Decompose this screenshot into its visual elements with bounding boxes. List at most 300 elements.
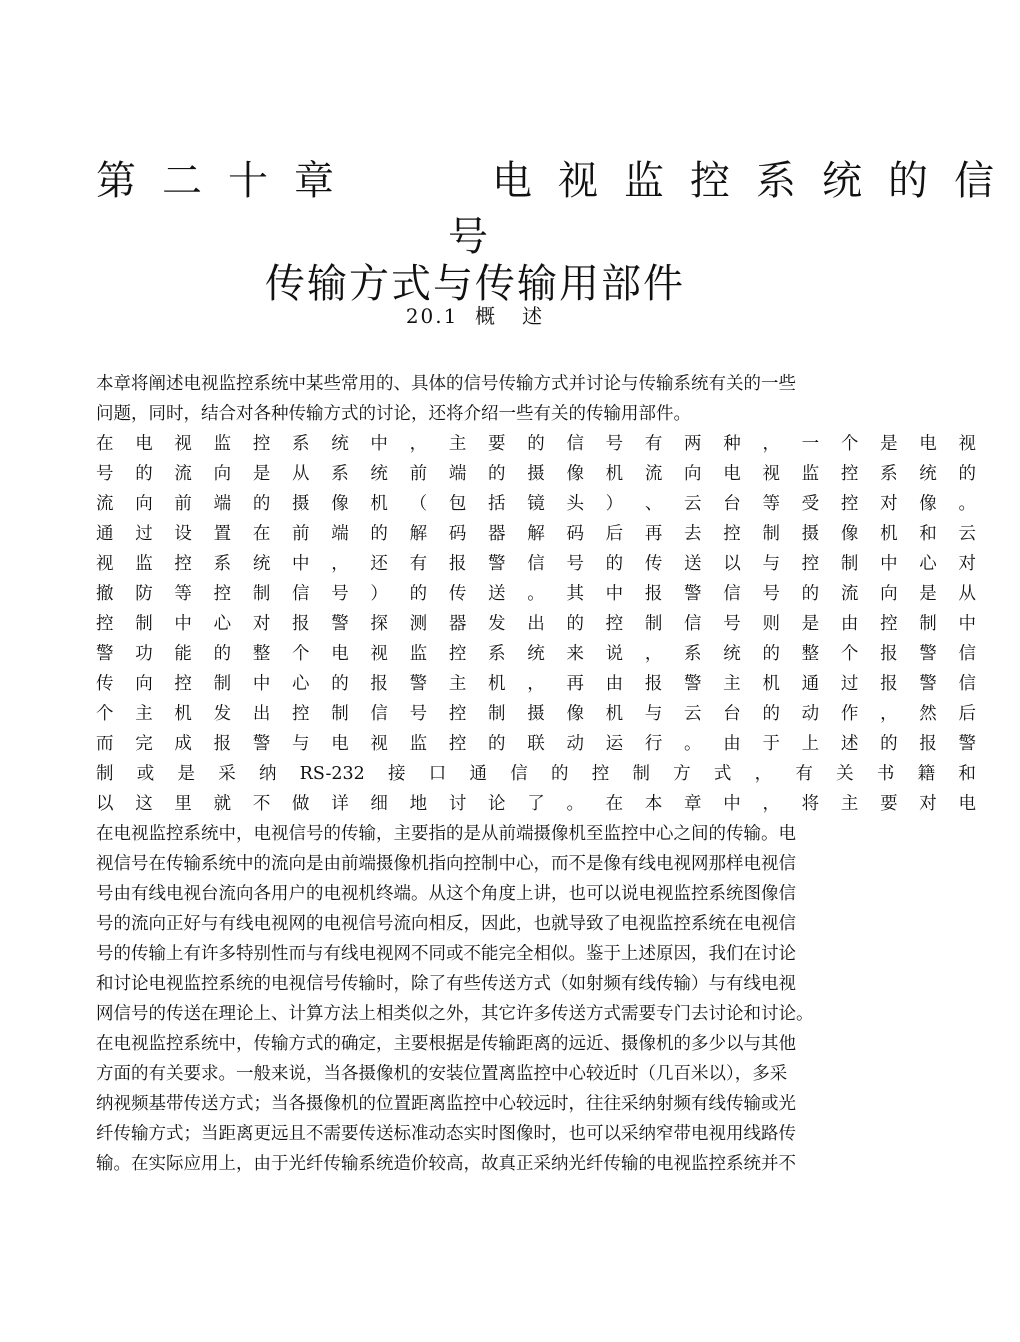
body-line: 网信号的传送在理论上、计算方法上相类似之外，其它许多传送方式需要专门去讨论和讨论。 (96, 1004, 814, 1024)
spaced-char: 出 (252, 704, 271, 724)
spaced-char: 制 (331, 704, 349, 724)
spaced-char: 制 (135, 614, 153, 634)
spaced-char: 摄 (292, 494, 310, 514)
spaced-char: 号 (96, 464, 114, 484)
spaced-char: 头 (566, 494, 584, 514)
spaced-char: 视 (958, 434, 976, 454)
spaced-char: 的 (370, 524, 388, 544)
spaced-char: 等 (762, 494, 780, 514)
spaced-char: 控 (448, 704, 467, 724)
spaced-char: 撤 (96, 584, 114, 604)
spaced-char: 功 (135, 644, 153, 664)
spaced-char: 主 (448, 674, 467, 694)
spaced-char: 视 (370, 734, 388, 754)
spaced-char: 信 (510, 764, 528, 784)
spaced-char: 的 (762, 704, 780, 724)
section-heading: 20.1 概 述 (405, 304, 545, 328)
body-line: 在电视监控系统中，传输方式的确定，主要根据是传输距离的远近、摄像机的多少以与其他 (96, 1034, 796, 1054)
spaced-char: 控 (174, 554, 192, 574)
spaced-char: 机 (605, 704, 624, 724)
spaced-char: 的 (213, 644, 232, 664)
spaced-char: 。 (527, 584, 545, 604)
spaced-char: 号 (762, 584, 780, 604)
spaced-char: 控 (292, 704, 310, 724)
spaced-char: 主 (840, 794, 859, 814)
spaced-char: 再 (644, 524, 663, 544)
spaced-char: 统 (919, 464, 937, 484)
spaced-char: 控 (252, 434, 271, 454)
spaced-char: 传 (644, 554, 663, 574)
spaced-char: ， (762, 794, 780, 814)
spaced-char: 镜 (527, 494, 545, 514)
spaced-char: 前 (292, 524, 310, 544)
spaced-char: 是 (252, 464, 271, 484)
spaced-char: 里 (174, 794, 192, 814)
spaced-char: ， (644, 644, 663, 664)
spaced-char: ） (605, 494, 624, 514)
spaced-char: 过 (135, 524, 153, 544)
spaced-char: 电 (331, 734, 349, 754)
spaced-char: 报 (880, 674, 898, 694)
spaced-char: 机 (880, 524, 898, 544)
spaced-char: 码 (448, 524, 467, 544)
body-line: 输。在实际应用上，由于光纤传输系统造价较高，故真正采纳光纤传输的电视监控系统并不 (96, 1154, 796, 1174)
spaced-char: 运 (605, 734, 624, 754)
spaced-char: 信 (527, 554, 545, 574)
spaced-char: 报 (644, 674, 663, 694)
spaced-char: 统 (370, 464, 388, 484)
spaced-char: 控 (801, 554, 820, 574)
spaced-char: 的 (488, 734, 506, 754)
spaced-char: 后 (958, 704, 976, 724)
spaced-char: 信 (566, 434, 584, 454)
spaced-char: 联 (527, 734, 545, 754)
spaced-char: 号 (331, 584, 349, 604)
spaced-char: 流 (174, 464, 192, 484)
spaced-char: 关 (836, 764, 854, 784)
spaced-char: 对 (919, 794, 937, 814)
body-line: 在电视监控系统中，电视信号的传输，主要指的是从前端摄像机至监控中心之间的传输。电 (96, 824, 796, 844)
spaced-char: 然 (919, 704, 937, 724)
spaced-line (96, 429, 976, 459)
spaced-char: 控 (213, 584, 232, 604)
spaced-char: 控 (840, 464, 859, 484)
spaced-line (96, 549, 976, 579)
spaced-char: 警 (96, 644, 114, 664)
spaced-char: 和 (958, 764, 976, 784)
spaced-char: 防 (135, 584, 153, 604)
spaced-char: 成 (174, 734, 192, 754)
spaced-char: 是 (801, 614, 820, 634)
spaced-char: 整 (252, 644, 271, 664)
chapter-title-wrap: 号 (448, 214, 488, 260)
spaced-char: 机 (762, 674, 780, 694)
spaced-char: 摄 (801, 524, 820, 544)
spaced-char: 的 (252, 494, 271, 514)
spaced-char: 后 (605, 524, 624, 544)
spaced-char: 能 (174, 644, 192, 664)
spaced-char: 控 (96, 614, 114, 634)
spaced-char: 像 (919, 494, 937, 514)
spaced-char: 系 (488, 644, 506, 664)
spaced-char: 制 (644, 614, 663, 634)
spaced-char: 控 (174, 674, 192, 694)
spaced-char: 控 (605, 614, 624, 634)
spaced-char: 置 (213, 524, 232, 544)
spaced-char: 通 (469, 764, 487, 784)
spaced-char: 制 (919, 614, 937, 634)
body-line: 纤传输方式；当距离更远且不需要传送标准动态实时图像时，也可以采纳窄带电视用线路传 (96, 1124, 796, 1144)
spaced-char: 在 (605, 794, 624, 814)
spaced-char: 警 (919, 644, 937, 664)
spaced-char: 向 (135, 674, 153, 694)
spaced-char: 纳 (258, 764, 277, 784)
spaced-char: 向 (213, 464, 232, 484)
spaced-char: 台 (723, 494, 741, 514)
spaced-char: 信 (684, 614, 702, 634)
spaced-char: 动 (566, 734, 584, 754)
spaced-char: 的 (488, 464, 506, 484)
spaced-char: 云 (684, 704, 702, 724)
spaced-char: 云 (958, 524, 976, 544)
body-line: 纳视频基带传送方式；当各摄像机的位置距离监控中心较远时，往往采纳射频有线传输或光 (96, 1094, 796, 1114)
spaced-char: 主 (448, 434, 467, 454)
spaced-char: 系 (292, 434, 310, 454)
spaced-char: 向 (135, 494, 153, 514)
spaced-char: 接 (388, 764, 406, 784)
spaced-char: 传 (96, 674, 114, 694)
spaced-char: 机 (370, 494, 388, 514)
spaced-char: 于 (762, 734, 780, 754)
spaced-char: 端 (448, 464, 467, 484)
spaced-char: 控 (448, 644, 467, 664)
spaced-char: 采 (218, 764, 236, 784)
spaced-char: 口 (428, 764, 447, 784)
spaced-char: 的 (605, 554, 624, 574)
spaced-char: 受 (801, 494, 820, 514)
spaced-char: 电 (723, 464, 741, 484)
spaced-char: 监 (409, 644, 428, 664)
spaced-char: 整 (801, 644, 820, 664)
spaced-char: 系 (331, 464, 349, 484)
spaced-char: 章 (684, 794, 702, 814)
spaced-char: 个 (840, 434, 859, 454)
spaced-char: 视 (174, 434, 192, 454)
spaced-char: 在 (96, 434, 114, 454)
spaced-char: 视 (762, 464, 780, 484)
spaced-char: 像 (566, 704, 584, 724)
spaced-char: 报 (370, 674, 388, 694)
spaced-char: 像 (331, 494, 349, 514)
spaced-char: 两 (684, 434, 702, 454)
spaced-char: 等 (174, 584, 192, 604)
spaced-char: 制 (252, 584, 271, 604)
spaced-char: 讨 (448, 794, 467, 814)
spaced-char: 控 (448, 734, 467, 754)
spaced-char: 摄 (527, 704, 545, 724)
spaced-char: 监 (213, 434, 232, 454)
spaced-char: 上 (801, 734, 820, 754)
body-line: 和讨论电视监控系统的电视信号传输时，除了有些传送方式（如射频有线传输）与有线电视 (96, 974, 796, 994)
spaced-char: 中 (292, 554, 310, 574)
spaced-char: 视 (96, 554, 114, 574)
spaced-char: 号 (409, 704, 428, 724)
spaced-char: 个 (840, 644, 859, 664)
spaced-char: 。 (958, 494, 976, 514)
spaced-char: 包 (448, 494, 467, 514)
spaced-char: 云 (684, 494, 702, 514)
spaced-char: 论 (488, 794, 506, 814)
spaced-char: 有 (644, 434, 663, 454)
spaced-char: 去 (684, 524, 702, 544)
spaced-char: 报 (213, 734, 232, 754)
spaced-char: 的 (762, 644, 780, 664)
spaced-char: 与 (644, 704, 663, 724)
spaced-char: 由 (840, 614, 859, 634)
spaced-char: 而 (96, 734, 114, 754)
spaced-char: 要 (880, 794, 898, 814)
spaced-char: 主 (135, 704, 153, 724)
spaced-line (96, 579, 976, 609)
spaced-char: 制 (632, 764, 650, 784)
spaced-char: 的 (801, 584, 820, 604)
spaced-char: 警 (252, 734, 271, 754)
spaced-char: 从 (292, 464, 310, 484)
spaced-char: 将 (801, 794, 820, 814)
spaced-char: 视 (370, 644, 388, 664)
body-line: 号的流向正好与有线电视网的电视信号流向相反，因此，也就导致了电视监控系统在电视信 (96, 914, 796, 934)
spaced-char: 报 (448, 554, 467, 574)
spaced-char: 端 (331, 524, 349, 544)
spaced-line (96, 699, 976, 729)
spaced-char: 信 (292, 584, 310, 604)
spaced-char: 和 (919, 524, 937, 544)
spaced-char: 流 (840, 584, 859, 604)
spaced-char: 发 (213, 704, 232, 724)
spaced-char: 籍 (917, 764, 936, 784)
body-line: 视信号在传输系统中的流向是由前端摄像机指向控制中心，而不是像有线电视网那样电视信 (96, 854, 796, 874)
spaced-char: 主 (723, 674, 741, 694)
chapter-title-line2: 传输方式与传输用部件 (265, 261, 685, 307)
spaced-char: 这 (135, 794, 153, 814)
spaced-char: 说 (605, 644, 624, 664)
spaced-char: 电 (919, 434, 937, 454)
spaced-char: 还 (370, 554, 388, 574)
spaced-char: 则 (762, 614, 780, 634)
spaced-char: 制 (96, 764, 114, 784)
spaced-line (96, 759, 976, 789)
spaced-char: 统 (723, 644, 741, 664)
spaced-char: 统 (527, 644, 545, 664)
spaced-char: 号 (605, 434, 624, 454)
spaced-char: 报 (919, 734, 937, 754)
spaced-line (96, 609, 976, 639)
spaced-char: 警 (409, 674, 428, 694)
spaced-char: 控 (880, 614, 898, 634)
spaced-char: 解 (409, 524, 428, 544)
spaced-char: 信 (958, 674, 976, 694)
spaced-char: ， (527, 674, 545, 694)
spaced-char: 心 (292, 674, 310, 694)
spaced-char: 中 (605, 584, 624, 604)
spaced-char: 。 (684, 734, 702, 754)
spaced-char: 对 (252, 614, 271, 634)
intro-line: 问题，同时，结合对各种传输方式的讨论，还将介绍一些有关的传输用部件。 (96, 404, 691, 424)
spaced-char: 行 (644, 734, 663, 754)
spaced-char: 与 (762, 554, 780, 574)
spaced-char: 信 (723, 584, 741, 604)
spaced-char: 摄 (527, 464, 545, 484)
spaced-char: 的 (958, 464, 976, 484)
spaced-char: 个 (292, 644, 310, 664)
spaced-char: 信 (958, 644, 976, 664)
spaced-char: 的 (880, 734, 898, 754)
spaced-char: 动 (801, 704, 820, 724)
spaced-char: 向 (880, 584, 898, 604)
spaced-char: 警 (684, 674, 702, 694)
spaced-char: 制 (488, 704, 506, 724)
spaced-char: 传 (448, 584, 467, 604)
spaced-char: 书 (876, 764, 895, 784)
spaced-line (96, 459, 976, 489)
spaced-char: 对 (958, 554, 976, 574)
spaced-char: 像 (840, 524, 859, 544)
spaced-char: 设 (174, 524, 192, 544)
spaced-char: 探 (370, 614, 388, 634)
spaced-char: 中 (958, 614, 976, 634)
spaced-char: ， (409, 434, 428, 454)
spaced-char: 解 (527, 524, 545, 544)
spaced-char: 心 (213, 614, 232, 634)
spaced-char: 警 (684, 584, 702, 604)
spaced-char: 机 (488, 674, 506, 694)
spaced-char: 的 (550, 764, 569, 784)
spaced-char: 的 (135, 464, 153, 484)
spaced-char: 像 (566, 464, 584, 484)
spaced-char: 前 (174, 494, 192, 514)
spaced-char: 中 (252, 674, 271, 694)
spaced-char: 警 (488, 554, 506, 574)
spaced-line (96, 729, 976, 759)
spaced-char: 测 (409, 614, 428, 634)
body-line: 号由有线电视台流向各用户的电视机终端。从这个角度上讲，也可以说电视监控系统图像信 (96, 884, 796, 904)
spaced-char: 的 (566, 614, 584, 634)
spaced-char: 监 (135, 554, 153, 574)
spaced-char: 详 (331, 794, 349, 814)
spaced-char: 统 (331, 434, 349, 454)
spaced-char: 、 (644, 494, 663, 514)
spaced-char: 系 (880, 464, 898, 484)
spaced-char: 台 (723, 704, 741, 724)
spaced-char: 端 (213, 494, 232, 514)
spaced-char: 做 (292, 794, 310, 814)
spaced-char: 有 (409, 554, 428, 574)
spaced-char: 控 (723, 524, 741, 544)
spaced-char: 以 (96, 794, 114, 814)
spaced-char: 述 (840, 734, 859, 754)
spaced-char: 警 (919, 674, 937, 694)
spaced-char: 报 (880, 644, 898, 664)
spaced-char: 种 (723, 434, 741, 454)
spaced-char: 系 (684, 644, 702, 664)
spaced-char: 器 (488, 524, 506, 544)
spaced-char: 的 (331, 674, 349, 694)
spaced-char: 通 (801, 674, 820, 694)
spaced-char: 以 (723, 554, 741, 574)
spaced-char: 流 (96, 494, 114, 514)
spaced-char: 来 (566, 644, 584, 664)
spaced-char: 中 (370, 434, 388, 454)
spaced-char: 报 (292, 614, 310, 634)
spaced-char: 前 (409, 464, 428, 484)
spaced-char: 作 (840, 704, 859, 724)
spaced-char: 要 (488, 434, 506, 454)
spaced-char: 警 (331, 614, 349, 634)
spaced-char: 码 (566, 524, 584, 544)
spaced-char: 统 (252, 554, 271, 574)
body-line: 方面的有关要求。一般来说，当各摄像机的安装位置离监控中心较近时（几百米以），多采 (96, 1064, 788, 1084)
spaced-char: 号 (566, 554, 584, 574)
intro-line: 本章将阐述电视监控系统中某些常用的、具体的信号传输方式并讨论与传输系统有关的一些 (96, 374, 796, 394)
spaced-char: 的 (409, 584, 428, 604)
spaced-char: 机 (605, 464, 624, 484)
spaced-char: ， (331, 554, 349, 574)
spaced-char: 号 (723, 614, 741, 634)
spaced-char: 制 (840, 554, 859, 574)
spaced-line (96, 789, 976, 819)
spaced-char: 其 (566, 584, 584, 604)
spaced-char: 系 (213, 554, 232, 574)
spaced-char: 完 (135, 734, 153, 754)
spaced-char: 式 (713, 764, 732, 784)
spaced-char: 过 (840, 674, 859, 694)
chapter-title-line1: 第二十章 电视监控系统的信 (96, 158, 1020, 204)
spaced-char: 括 (488, 494, 506, 514)
spaced-line (96, 519, 976, 549)
spaced-line (96, 489, 976, 519)
spaced-char: 在 (252, 524, 271, 544)
spaced-char: 信 (370, 704, 388, 724)
spaced-line (96, 669, 976, 699)
spaced-char: RS-232 (299, 764, 365, 784)
spaced-char: 中 (174, 614, 192, 634)
spaced-char: 的 (527, 434, 545, 454)
spaced-char: ， (754, 764, 773, 784)
spaced-char: 电 (135, 434, 153, 454)
spaced-char: 控 (840, 494, 859, 514)
spaced-char: 中 (723, 794, 741, 814)
spaced-char: 向 (684, 464, 702, 484)
spaced-char: （ (409, 494, 428, 514)
spaced-char: 或 (136, 764, 155, 784)
spaced-char: 再 (566, 674, 584, 694)
spaced-char: ） (370, 584, 388, 604)
spaced-char: 是 (177, 764, 195, 784)
spaced-line (96, 639, 976, 669)
spaced-char: 通 (96, 524, 114, 544)
spaced-char: 是 (919, 584, 937, 604)
spaced-char: 心 (919, 554, 937, 574)
spaced-char: 制 (762, 524, 780, 544)
spaced-char: 制 (213, 674, 232, 694)
spaced-char: 本 (644, 794, 663, 814)
spaced-char: 对 (880, 494, 898, 514)
spaced-char: 由 (723, 734, 741, 754)
spaced-char: ， (880, 704, 898, 724)
spaced-char: 地 (409, 794, 428, 814)
spaced-char: 监 (409, 734, 428, 754)
spaced-char: 送 (684, 554, 702, 574)
